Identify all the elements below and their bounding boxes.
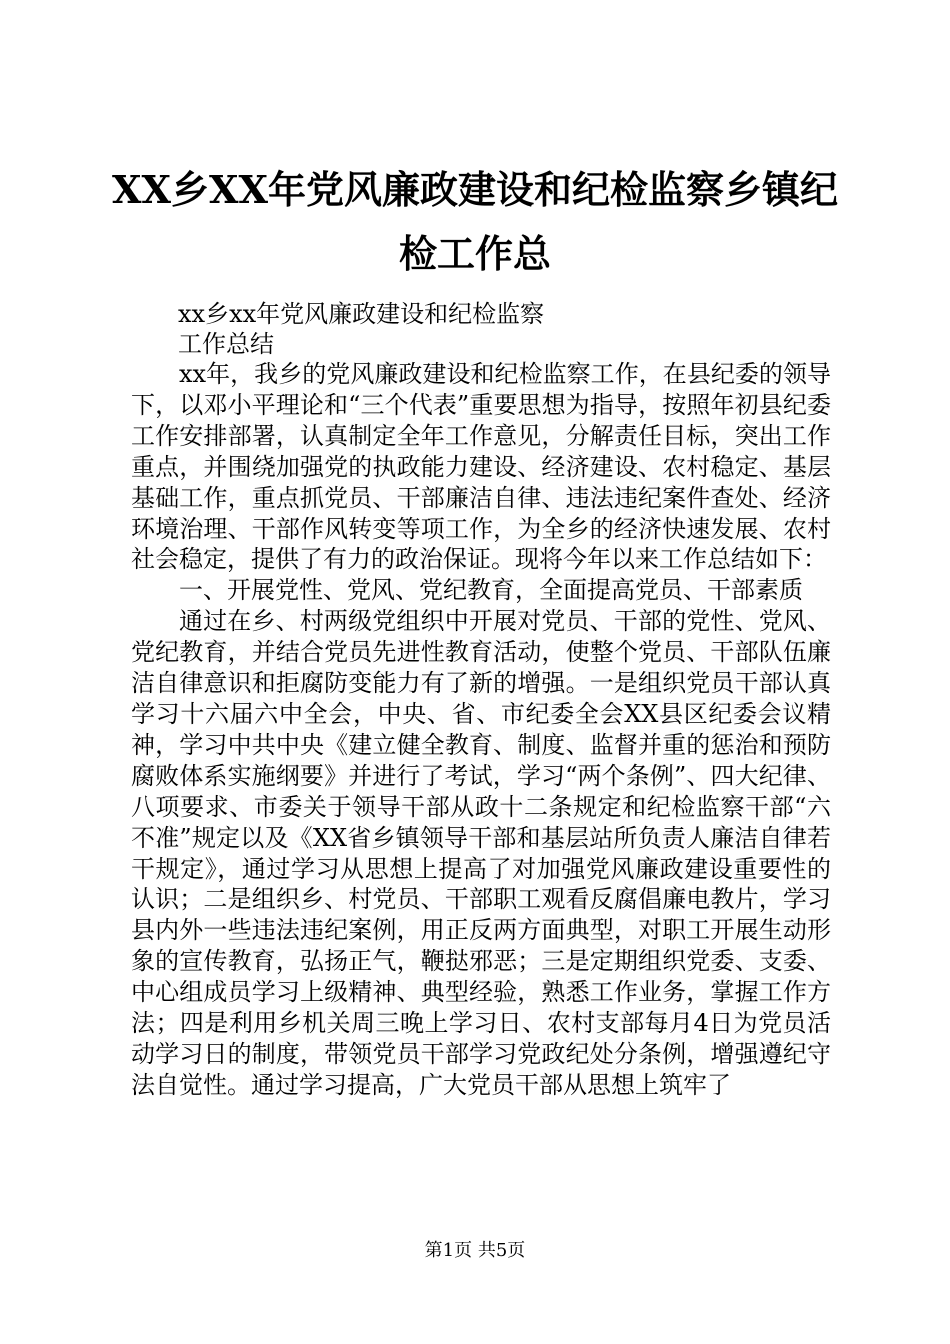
document-body	[131, 359, 831, 1101]
subtitle-line-1: xx乡xx年党风廉政建设和纪检监察	[178, 300, 545, 328]
section-heading-1: 一、开展党性、党风、党纪教育，全面提高党员、干部素质	[179, 576, 803, 605]
document-title: XX乡XX年党风廉政建设和纪检监察乡镇纪检工作总	[112, 167, 838, 276]
paragraph-section-1: 通过在乡、村两级党组织中开展对党员、干部的党性、党风、党纪教育，并结合党员先进性教育活动，使整个党员、干部队伍廉洁自律意识和拒腐防变能力有了新的增强。一是组织党员干部认真学习十六届六中全会，中央、省、市纪委全会XX县区纪委会议精神，学习中共中央《建立健全教育、制度、监督并重的惩治和预防腐败体系实施纲要》并进行了考试，学习“两个条例”、四大纪律、八项要求、市委关于领导干部从政十二条规定和纪检监察干部“六不准”规定以及《XX省乡镇领导干部和基层站所负责人廉洁自律若干规定》，通过学习从思想上提高了对加强党风廉政建设重要性的认识；二是组织乡、村党员、干部职工观看反腐倡廉电教片，学习县内外一些违法违纪案例，用正反两方面典型，对职工开展生动形象的宣传教育，弘扬正气，鞭挞邪恶；三是定期组织党委、支委、中心组成员学习上级精神、典型经验，熟悉工作业务，掌握工作方法；四是利用乡机关周三晚上学习日、农村支部每月4日为党员活动学习日的制度，带领党员干部学习党政纪处分条例，增强遵纪守法自觉性。通过学习提高，广大党员干部从思想上筑牢了	[131, 607, 831, 1099]
subtitle-line-2: 工作总结	[178, 330, 274, 358]
page-footer: 第1页 共5页	[424, 1240, 526, 1261]
paragraph-intro: xx年，我乡的党风廉政建设和纪检监察工作，在县纪委的领导下，以邓小平理论和“三个代表”重要思想为指导，按照年初县纪委工作安排部署，认真制定全年工作意见，分解责任目标，突出工作重点，并围绕加强党的执政能力建设、经济建设、农村稳定、基层基础工作，重点抓党员、干部廉洁自律、违法违纪案件查处、经济环境治理、干部作风转变等项工作，为全乡的经济快速发展、农村社会稳定，提供了有力的政治保证。现将今年以来工作总结如下：	[131, 360, 831, 574]
